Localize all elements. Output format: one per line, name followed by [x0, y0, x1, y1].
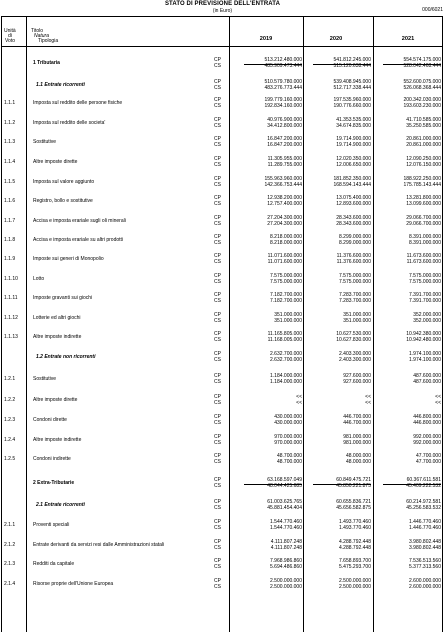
cs-value: 34.412.800.000 — [267, 123, 302, 129]
cs-value: << — [365, 400, 371, 406]
item-description: Entrate derivanti da servizi resi dalle Amministrazioni statali — [33, 542, 165, 548]
cs-value: 1.184.000.000 — [270, 379, 302, 385]
unit-code: 1.1.3 — [4, 139, 16, 145]
cp-value: 60.849.475.721 — [336, 477, 371, 483]
cp-value: 197.535.960.000 — [333, 97, 371, 103]
unit-code: 1.2.3 — [4, 417, 16, 423]
cp-value: 2.632.700.000 — [270, 351, 302, 357]
cp-value: 430.000.000 — [274, 414, 302, 420]
item-description: Registro, bollo e sostitutive — [33, 198, 93, 204]
cp-value: 970.000.000 — [274, 434, 302, 440]
cs-value: 2.403.300.000 — [339, 357, 371, 363]
year-header: 2021 — [401, 36, 415, 42]
cp-label: CP — [214, 136, 221, 142]
section-heading: 2.1 Entrate ricorrenti — [36, 502, 85, 508]
cp-value: 10.942.380.000 — [406, 331, 441, 337]
cs-value: 12.757.400.000 — [267, 201, 302, 207]
cs-label: CS — [214, 142, 221, 148]
cs-value: 927.600.000 — [343, 379, 371, 385]
cp-value: 351.000.000 — [343, 312, 371, 318]
unit-code: 1.1.1 — [4, 100, 16, 106]
table-frame — [1, 16, 443, 632]
cp-value: 8.391.000.000 — [409, 234, 441, 240]
cs-value: 34.674.835.000 — [336, 123, 371, 129]
cs-value: 1.974.100.000 — [409, 357, 441, 363]
cs-label: CS — [214, 505, 221, 511]
item-description: Proventi speciali — [33, 522, 70, 528]
unit-code: 1.1.2 — [4, 120, 16, 126]
cp-value: 10.627.530.000 — [336, 331, 371, 337]
cp-value: 351.000.000 — [274, 312, 302, 318]
cp-value: 40.976.900.000 — [267, 117, 302, 123]
cs-label: CS — [214, 259, 221, 265]
cp-label: CP — [214, 253, 221, 259]
item-description: Redditi da capitale — [33, 561, 75, 567]
cs-label: CS — [214, 240, 221, 246]
cs-value: << — [296, 400, 302, 406]
cs-value: 3.980.802.448 — [409, 545, 441, 551]
cs-value: 981.000.000 — [343, 440, 371, 446]
cp-value: 487.600.000 — [413, 373, 441, 379]
cs-value: 487.600.000 — [413, 379, 441, 385]
item-description: Altre imposte dirette — [33, 159, 78, 165]
cs-label: CS — [214, 221, 221, 227]
cp-value: 199.779.160.000 — [264, 97, 302, 103]
cs-value: 12.006.650.000 — [336, 162, 371, 168]
cp-label: CP — [214, 373, 221, 379]
cs-label: CS — [214, 545, 221, 551]
cs-label: CS — [214, 123, 221, 129]
item-description: Imposta sul valore aggiunto — [33, 179, 95, 185]
cs-label: CS — [214, 318, 221, 324]
cs-value: 7.575.000.000 — [409, 279, 441, 285]
cs-value: 2.632.700.000 — [270, 357, 302, 363]
cs-label: CS — [214, 459, 221, 465]
unit-code: 2.1.4 — [4, 581, 16, 587]
cs-value: 11.071.600.000 — [267, 259, 302, 265]
unit-code: 1.1.12 — [4, 315, 18, 321]
item-description: Lotto — [33, 276, 45, 282]
cs-value: 20.861.000.000 — [406, 142, 441, 148]
cp-value: << — [296, 394, 302, 400]
year-header: 2019 — [259, 36, 273, 42]
cp-value: 12.020.350.000 — [336, 156, 371, 162]
cp-value: << — [435, 394, 441, 400]
column-divider — [229, 16, 230, 632]
cs-label: CS — [214, 400, 221, 406]
unit-code: 1.2.1 — [4, 376, 16, 382]
item-description: Condoni dirette — [33, 417, 67, 423]
cp-value: 352.000.000 — [413, 312, 441, 318]
cp-value: 1.446.770.460 — [409, 519, 441, 525]
cs-value: 483.276.773.444 — [264, 85, 302, 91]
cs-value: 1.493.770.460 — [339, 525, 371, 531]
cp-value: 981.000.000 — [343, 434, 371, 440]
unit-code: 1.1.6 — [4, 198, 16, 204]
cs-value: 29.066.700.000 — [406, 221, 441, 227]
item-description: Sostitutive — [33, 139, 57, 145]
cp-value: 8.299.000.000 — [339, 234, 371, 240]
cs-label: CS — [214, 564, 221, 570]
cs-value: 45.881.454.404 — [267, 505, 302, 511]
unit-code: 1.1.5 — [4, 179, 16, 185]
cs-value: 352.000.000 — [413, 318, 441, 324]
cs-label: CS — [214, 379, 221, 385]
unit-code: 1.2.2 — [4, 397, 16, 403]
cs-value: 5.694.486.860 — [270, 564, 302, 570]
cs-value: 48.700.000 — [276, 459, 302, 465]
cp-label: CP — [214, 195, 221, 201]
cs-value: 446.700.000 — [343, 420, 371, 426]
cs-value: 19.714.900.000 — [336, 142, 371, 148]
cp-value: 20.861.000.000 — [406, 136, 441, 142]
cs-value: 2.600.000.000 — [409, 584, 441, 590]
cs-label: CS — [214, 63, 221, 69]
cp-value: 7.391.700.000 — [409, 292, 441, 298]
cp-label: CP — [214, 539, 221, 545]
cp-value: 7.968.986.860 — [270, 558, 302, 564]
cp-value: 60.367.611.581 — [406, 477, 441, 483]
document-code: 000/6021 — [422, 7, 443, 13]
cp-value: 541.812.245.000 — [333, 57, 371, 63]
cp-value: 513.212.480.000 — [264, 57, 302, 63]
section-heading: 1.2 Entrate non ricorrenti — [36, 354, 96, 360]
unit-code: 1.1.7 — [4, 218, 16, 224]
cp-value: 61.003.625.765 — [267, 499, 302, 505]
cp-value: 7.283.700.000 — [339, 292, 371, 298]
cp-value: 63.168.597.049 — [267, 477, 302, 483]
currency-subtitle: (in Euro) — [212, 8, 233, 14]
cs-value: 45.656.582.875 — [336, 505, 371, 511]
cs-value: 48.044.425.685 — [267, 483, 302, 489]
cp-value: 1.184.000.000 — [270, 373, 302, 379]
cs-value: 7.575.000.000 — [270, 279, 302, 285]
cp-value: 2.403.300.000 — [339, 351, 371, 357]
cs-value: 7.575.000.000 — [339, 279, 371, 285]
cp-label: CP — [214, 434, 221, 440]
cp-label: CP — [214, 292, 221, 298]
cp-value: 16.847.200.000 — [267, 136, 302, 142]
unit-code: 1.1.11 — [4, 295, 18, 301]
cp-value: 446.800.000 — [413, 414, 441, 420]
cp-value: 155.963.960.000 — [264, 176, 302, 182]
cp-value: 48.700.000 — [276, 453, 302, 459]
header-divider — [1, 46, 443, 47]
cs-label: CS — [214, 525, 221, 531]
item-description: Altre imposte dirette — [33, 397, 78, 403]
cp-value: 446.700.000 — [343, 414, 371, 420]
cs-label: CS — [214, 298, 221, 304]
cp-value: 188.922.250.000 — [403, 176, 441, 182]
cs-value: 351.000.000 — [343, 318, 371, 324]
cs-value: 8.391.000.000 — [409, 240, 441, 246]
cs-value: << — [435, 400, 441, 406]
cs-value: 515.120.638.444 — [333, 63, 371, 69]
cs-value: 10.942.480.000 — [406, 337, 441, 343]
unit-code: 1.2.5 — [4, 456, 16, 462]
column-divider — [303, 16, 304, 632]
cp-value: 554.574.175.000 — [403, 57, 441, 63]
cs-value: 11.673.600.000 — [406, 259, 441, 265]
total-rule — [313, 64, 371, 65]
cs-value: 27.204.300.000 — [267, 221, 302, 227]
cp-value: 1.493.770.460 — [339, 519, 371, 525]
cs-value: 992.000.000 — [413, 440, 441, 446]
cs-value: 175.785.143.444 — [403, 182, 441, 188]
cs-value: 10.627.830.000 — [336, 337, 371, 343]
item-description: Imposte gravanti sui giochi — [33, 295, 93, 301]
cs-label: CS — [214, 279, 221, 285]
cp-value: 2.500.000.000 — [339, 578, 371, 584]
page-title: STATO DI PREVISIONE DELL'ENTRATA — [164, 1, 281, 7]
cp-label: CP — [214, 215, 221, 221]
cp-label: CP — [214, 176, 221, 182]
cp-value: 8.218.000.000 — [270, 234, 302, 240]
cs-value: 430.000.000 — [274, 420, 302, 426]
cs-value: 485.909.473.444 — [264, 63, 302, 69]
cp-value: 2.600.000.000 — [409, 578, 441, 584]
title-header-line2: Natura — [34, 33, 50, 39]
cp-label: CP — [214, 499, 221, 505]
item-description: Altre imposte indirette — [33, 437, 82, 443]
cs-value: 28.343.600.000 — [336, 221, 371, 227]
cp-value: 29.066.700.000 — [406, 215, 441, 221]
cs-value: 13.099.600.000 — [406, 201, 441, 207]
cs-label: CS — [214, 103, 221, 109]
total-rule — [244, 484, 302, 485]
cp-label: CP — [214, 414, 221, 420]
cp-label: CP — [214, 477, 221, 483]
cp-value: 1.544.770.460 — [270, 519, 302, 525]
cp-value: 48.000.000 — [345, 453, 371, 459]
column-divider — [26, 16, 27, 632]
cp-value: 13.281.800.000 — [406, 195, 441, 201]
cp-value: 4.111.807.248 — [270, 539, 302, 545]
cs-label: CS — [214, 483, 221, 489]
cs-value: 45.850.221.875 — [336, 483, 371, 489]
unit-header-line2: di — [8, 33, 12, 39]
section-heading: 1 Tributaria — [33, 60, 60, 66]
cp-label: CP — [214, 331, 221, 337]
cp-label: CP — [214, 453, 221, 459]
cs-value: 526.068.368.444 — [403, 85, 441, 91]
cp-label: CP — [214, 578, 221, 584]
item-description: Accisa e imposta erariale su altri prodotti — [33, 237, 124, 243]
cp-value: 200.342.030.000 — [403, 97, 441, 103]
cs-value: 48.000.000 — [345, 459, 371, 465]
unit-header-line1: Unità — [4, 28, 16, 34]
cs-value: 7.391.700.000 — [409, 298, 441, 304]
cp-value: 1.974.100.000 — [409, 351, 441, 357]
cs-value: 12.893.600.000 — [336, 201, 371, 207]
cs-value: 1.446.770.460 — [409, 525, 441, 531]
unit-code: 2.1.1 — [4, 522, 16, 528]
cp-value: 41.353.535.000 — [336, 117, 371, 123]
unit-code: 1.1.13 — [4, 334, 18, 340]
cs-value: 8.218.000.000 — [270, 240, 302, 246]
cp-value: 11.376.600.000 — [336, 253, 371, 259]
cs-value: 4.288.792.448 — [339, 545, 371, 551]
cs-label: CS — [214, 420, 221, 426]
unit-header-line3: Voto — [5, 38, 16, 44]
cs-value: 142.366.753.444 — [264, 182, 302, 188]
cp-value: 28.343.600.000 — [336, 215, 371, 221]
cp-value: 60.655.836.721 — [336, 499, 371, 505]
cs-label: CS — [214, 440, 221, 446]
cs-label: CS — [214, 162, 221, 168]
cs-value: 192.834.160.000 — [264, 103, 302, 109]
cs-value: 11.168.005.000 — [267, 337, 302, 343]
item-description: Imposta sul reddito delle persone fisiche — [33, 100, 123, 106]
cp-label: CP — [214, 97, 221, 103]
cp-label: CP — [214, 312, 221, 318]
cs-value: 7.182.700.000 — [270, 298, 302, 304]
cp-value: 13.075.400.000 — [336, 195, 371, 201]
cp-value: 11.071.600.000 — [267, 253, 302, 259]
unit-code: 2.1.2 — [4, 542, 16, 548]
cs-value: 168.594.143.444 — [333, 182, 371, 188]
cp-label: CP — [214, 351, 221, 357]
unit-code: 2.1.3 — [4, 561, 16, 567]
cs-label: CS — [214, 182, 221, 188]
cp-value: 11.165.805.000 — [267, 331, 302, 337]
cp-label: CP — [214, 558, 221, 564]
total-rule — [244, 64, 302, 65]
cs-label: CS — [214, 201, 221, 207]
cs-label: CS — [214, 584, 221, 590]
section-heading: 1.1 Entrate ricorrenti — [36, 82, 85, 88]
cs-label: CS — [214, 85, 221, 91]
cs-value: 4.111.807.248 — [270, 545, 302, 551]
cs-value: 11.289.755.000 — [267, 162, 302, 168]
item-description: Imposte sui generi di Monopolio — [33, 256, 104, 262]
total-rule — [383, 64, 441, 65]
unit-code: 1.1.10 — [4, 276, 18, 282]
cs-value: 45.256.583.532 — [406, 505, 441, 511]
cs-value: 7.283.700.000 — [339, 298, 371, 304]
cs-value: 8.299.000.000 — [339, 240, 371, 246]
cp-value: << — [365, 394, 371, 400]
cs-value: 446.800.000 — [413, 420, 441, 426]
item-description: Accisa e imposta erariale sugli oli minerali — [33, 218, 126, 224]
cp-label: CP — [214, 394, 221, 400]
cs-value: 47.700.000 — [415, 459, 441, 465]
cs-value: 351.000.000 — [274, 318, 302, 324]
cs-value: 12.076.150.000 — [406, 162, 441, 168]
title-header-line3: Tipologia — [38, 38, 59, 44]
item-description: Condoni indirette — [33, 456, 71, 462]
cs-value: 512.717.338.444 — [333, 85, 371, 91]
cp-value: 3.980.802.448 — [409, 539, 441, 545]
cp-value: 12.938.200.000 — [267, 195, 302, 201]
cs-value: 5.475.293.700 — [339, 564, 371, 570]
cp-value: 7.575.000.000 — [409, 273, 441, 279]
cs-value: 193.603.230.000 — [403, 103, 441, 109]
cp-label: CP — [214, 156, 221, 162]
cs-value: 970.000.000 — [274, 440, 302, 446]
cp-label: CP — [214, 234, 221, 240]
cp-value: 552.600.075.000 — [403, 79, 441, 85]
unit-code: 1.1.8 — [4, 237, 16, 243]
unit-code: 1.1.4 — [4, 159, 16, 165]
cp-label: CP — [214, 519, 221, 525]
cs-value: 11.376.600.000 — [336, 259, 371, 265]
cs-value: 16.847.200.000 — [267, 142, 302, 148]
cp-value: 41.710.585.000 — [406, 117, 441, 123]
cp-value: 927.600.000 — [343, 373, 371, 379]
total-rule — [313, 484, 371, 485]
cp-value: 7.536.513.560 — [409, 558, 441, 564]
cp-value: 181.852.350.000 — [333, 176, 371, 182]
cs-value: 2.500.000.000 — [339, 584, 371, 590]
cp-value: 11.305.955.000 — [267, 156, 302, 162]
cp-value: 4.288.792.448 — [339, 539, 371, 545]
cs-value: 5.377.313.560 — [409, 564, 441, 570]
section-heading: 2 Extra-Tributarie — [33, 480, 75, 486]
cp-value: 7.575.000.000 — [270, 273, 302, 279]
cs-value: 35.250.585.000 — [406, 123, 441, 129]
cs-value: 528.042.468.444 — [403, 63, 441, 69]
cp-label: CP — [214, 117, 221, 123]
cs-value: 45.409.222.532 — [406, 483, 441, 489]
item-description: Lotterie ed altri giochi — [33, 315, 81, 321]
cp-value: 2.500.000.000 — [270, 578, 302, 584]
cp-value: 11.673.600.000 — [406, 253, 441, 259]
item-description: Imposta sul reddito delle societa' — [33, 120, 106, 126]
total-rule — [383, 484, 441, 485]
item-description: Altre imposte indirette — [33, 334, 82, 340]
cp-label: CP — [214, 273, 221, 279]
cs-label: CS — [214, 337, 221, 343]
cs-value: 1.544.770.460 — [270, 525, 302, 531]
cp-value: 510.579.780.000 — [264, 79, 302, 85]
cp-value: 60.214.972.581 — [406, 499, 441, 505]
title-header-line1: Titolo — [31, 28, 44, 34]
item-description: Sostitutive — [33, 376, 57, 382]
column-divider — [373, 16, 374, 632]
cp-value: 992.000.000 — [413, 434, 441, 440]
year-header: 2020 — [329, 36, 343, 42]
cp-label: CP — [214, 79, 221, 85]
cp-value: 47.700.000 — [415, 453, 441, 459]
cp-value: 7.658.893.700 — [339, 558, 371, 564]
cp-value: 12.090.250.000 — [406, 156, 441, 162]
unit-code: 1.1.9 — [4, 256, 16, 262]
cs-value: 190.776.660.000 — [333, 103, 371, 109]
cs-label: CS — [214, 357, 221, 363]
cp-value: 27.204.300.000 — [267, 215, 302, 221]
cp-value: 7.182.700.000 — [270, 292, 302, 298]
cp-value: 7.575.000.000 — [339, 273, 371, 279]
cp-value: 539.408.945.000 — [333, 79, 371, 85]
unit-code: 1.2.4 — [4, 437, 16, 443]
item-description: Risorse proprie dell'Unione Europea — [33, 581, 114, 587]
cs-value: 2.500.000.000 — [270, 584, 302, 590]
cp-label: CP — [214, 57, 221, 63]
cp-value: 19.714.900.000 — [336, 136, 371, 142]
